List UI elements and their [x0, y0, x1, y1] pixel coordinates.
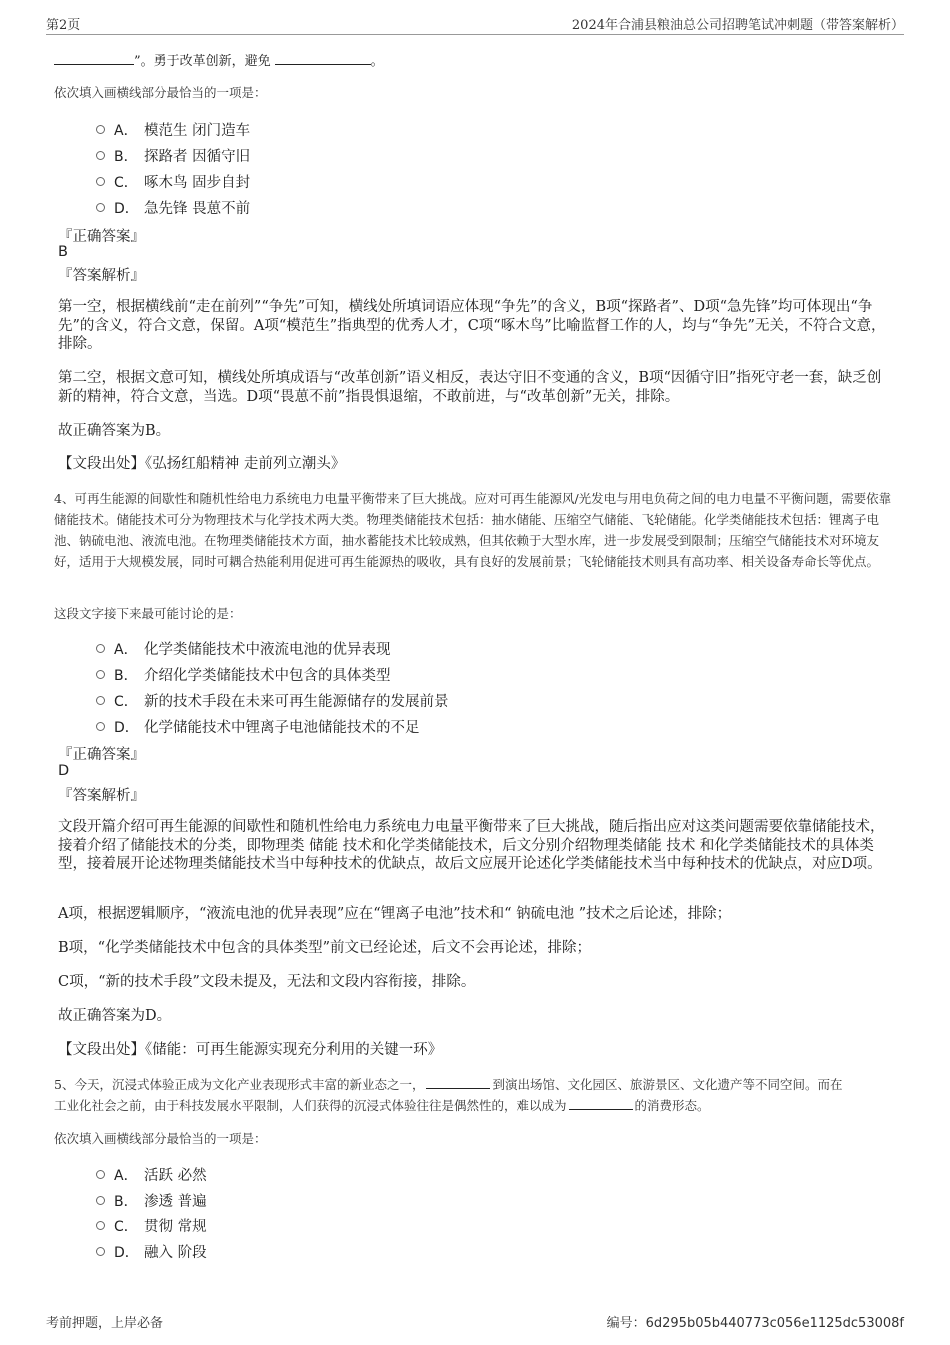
q3-analysis-label: 『答案解析』	[58, 268, 145, 284]
radio-icon[interactable]	[96, 203, 105, 212]
q3-prompt: 依次填入画横线部分最恰当的一项是：	[54, 85, 267, 100]
q4-answer-label: 『正确答案』	[58, 747, 145, 763]
q5-option-a[interactable]: A． 活跃 必然	[96, 1164, 207, 1185]
radio-icon[interactable]	[96, 722, 105, 731]
q5-option-c[interactable]: C． 贯彻 常规	[96, 1215, 207, 1236]
radio-icon[interactable]	[96, 644, 105, 653]
q5-prompt: 依次填入画横线部分最恰当的一项是：	[54, 1131, 267, 1146]
q3-answer-label: 『正确答案』	[58, 229, 145, 245]
q3-answer: B	[58, 244, 68, 260]
q3-conclusion: 故正确答案为B。	[58, 423, 171, 439]
radio-icon[interactable]	[96, 1247, 105, 1256]
answer-blank-1	[426, 1076, 490, 1089]
page-header	[46, 14, 904, 35]
q4-option-c[interactable]: C． 新的技术手段在未来可再生能源储存的发展前景	[96, 690, 449, 711]
q5-option-b[interactable]: B． 渗透 普遍	[96, 1190, 207, 1211]
radio-icon[interactable]	[96, 670, 105, 679]
q4-answer: D	[58, 763, 70, 779]
q4-analysis-p1: 文段开篇介绍可再生能源的间歇性和随机性给电力系统电力电量平衡带来了巨大挑战，随后指出应对这类问题需要依靠储能技术，接着介绍了储能技术的分类，即物理类 储能 技术和化学类储能技术，后文分别介绍物理类储能 技术 和化学类储能技术的具体类型，接着展开论述物理类储能技术当中每种技术的优缺点，故后文应展开论述化学类储能技术当中每种技术的优缺点，对应D项。	[58, 819, 885, 872]
q3-option-b[interactable]: B． 探路者 因循守旧	[96, 145, 250, 166]
radio-icon[interactable]	[96, 125, 105, 134]
radio-icon[interactable]	[96, 696, 105, 705]
q4-conclusion: 故正确答案为D。	[58, 1008, 172, 1024]
answer-blank-2	[569, 1097, 633, 1110]
q3-option-c[interactable]: C． 啄木鸟 固步自封	[96, 171, 250, 192]
answer-blank-2	[275, 52, 371, 65]
q4-prompt: 这段文字接下来最可能讨论的是：	[54, 606, 242, 621]
document-title: 2024年合浦县粮油总公司招聘笔试冲刺题（带答案解析）	[571, 18, 904, 33]
q3-option-d[interactable]: D． 急先锋 畏葸不前	[96, 197, 250, 218]
q3-analysis-p1: 第一空，根据横线前“走在前列”“争先”可知，横线处所填词语应体现“争先”的含义，B项“探路者”、D项“急先锋”均可体现出“争先”的含义，符合文意，保留。A项“模范生”指典型的优秀人才，C项“啄木鸟”比喻监督工作的人，均与“争先”无关，不符合文意，排除。	[58, 299, 886, 352]
document-code: 编号：6d295b05b440773c056e1125dc53008f	[606, 1316, 904, 1331]
q4-option-b[interactable]: B． 介绍化学类储能技术中包含的具体类型	[96, 664, 391, 685]
page-number: 第2页	[46, 18, 81, 33]
radio-icon[interactable]	[96, 1196, 105, 1205]
q4-stem: 4、可再生能源的间歇性和随机性给电力系统电力电量平衡带来了巨大挑战。应对可再生能源风/光发电与用电负荷之间的电力电量不平衡问题，需要依靠储能技术。储能技术可分为物理技术与化学技术两大类。物理类储能技术包括：抽水储能、压缩空气储能、飞轮储能。化学类储能技术包括：锂离子电池、钠硫电池、液流电池。在物理类储能技术方面，抽水蓄能技术比较成熟，但其依赖于大型水库，进一步发展受到限制；压缩空气储能技术对环境友好，适用于大规模发展，同时可耦合热能利用促进可再生能源热的吸收，具有良好的发展前景；飞轮储能技术则具有高功率、相关设备寿命长等优点。	[54, 491, 892, 569]
q4-analysis-a: A项，根据逻辑顺序，“液流电池的优异表现”应在“锂离子电池”技术和“ 钠硫电池 ”技术之后论述，排除；	[58, 906, 732, 922]
q3-analysis-p2: 第二空，根据文意可知，横线处所填成语与“改革创新”语义相反，表达守旧不变通的含义，B项“因循守旧”指死守老一套，缺乏创新的精神，符合文意，当选。D项“畏葸不前”指畏惧退缩，不敢前进，与“改革创新”无关，排除。	[58, 370, 882, 405]
radio-icon[interactable]	[96, 1170, 105, 1179]
footer-slogan: 考前押题，上岸必备	[46, 1316, 164, 1331]
q3-option-a[interactable]: A． 模范生 闭门造车	[96, 119, 250, 140]
q4-analysis-label: 『答案解析』	[58, 788, 145, 804]
q4-option-d[interactable]: D． 化学储能技术中锂离子电池储能技术的不足	[96, 716, 420, 737]
q4-option-a[interactable]: A． 化学类储能技术中液流电池的优异表现	[96, 638, 391, 659]
radio-icon[interactable]	[96, 151, 105, 160]
radio-icon[interactable]	[96, 177, 105, 186]
q4-source: 【文段出处】《储能：可再生能源实现充分利用的关键一环》	[58, 1042, 443, 1058]
q4-analysis-b: B项，“化学类储能技术中包含的具体类型”前文已经论述，后文不会再论述，排除；	[58, 940, 591, 956]
q3-fragment: ”。勇于改革创新，避免 。	[54, 50, 384, 69]
q4-analysis-c: C项，“新的技术手段”文段未提及，无法和文段内容衔接，排除。	[58, 974, 476, 990]
radio-icon[interactable]	[96, 1221, 105, 1230]
q5-stem: 5、今天，沉浸式体验正成为文化产业表现形式丰富的新业态之一， 到演出场馆、文化园区、旅游景区、文化遗产等不同空间。而在 工业化社会之前，由于科技发展水平限制，人们获得的沉浸式体验往往是偶然性的，难以成为 的消费形态。	[54, 1077, 843, 1113]
answer-blank-1	[54, 52, 134, 65]
q3-source: 【文段出处】《弘扬红船精神 走前列立潮头》	[58, 456, 346, 472]
q5-option-d[interactable]: D． 融入 阶段	[96, 1241, 207, 1262]
